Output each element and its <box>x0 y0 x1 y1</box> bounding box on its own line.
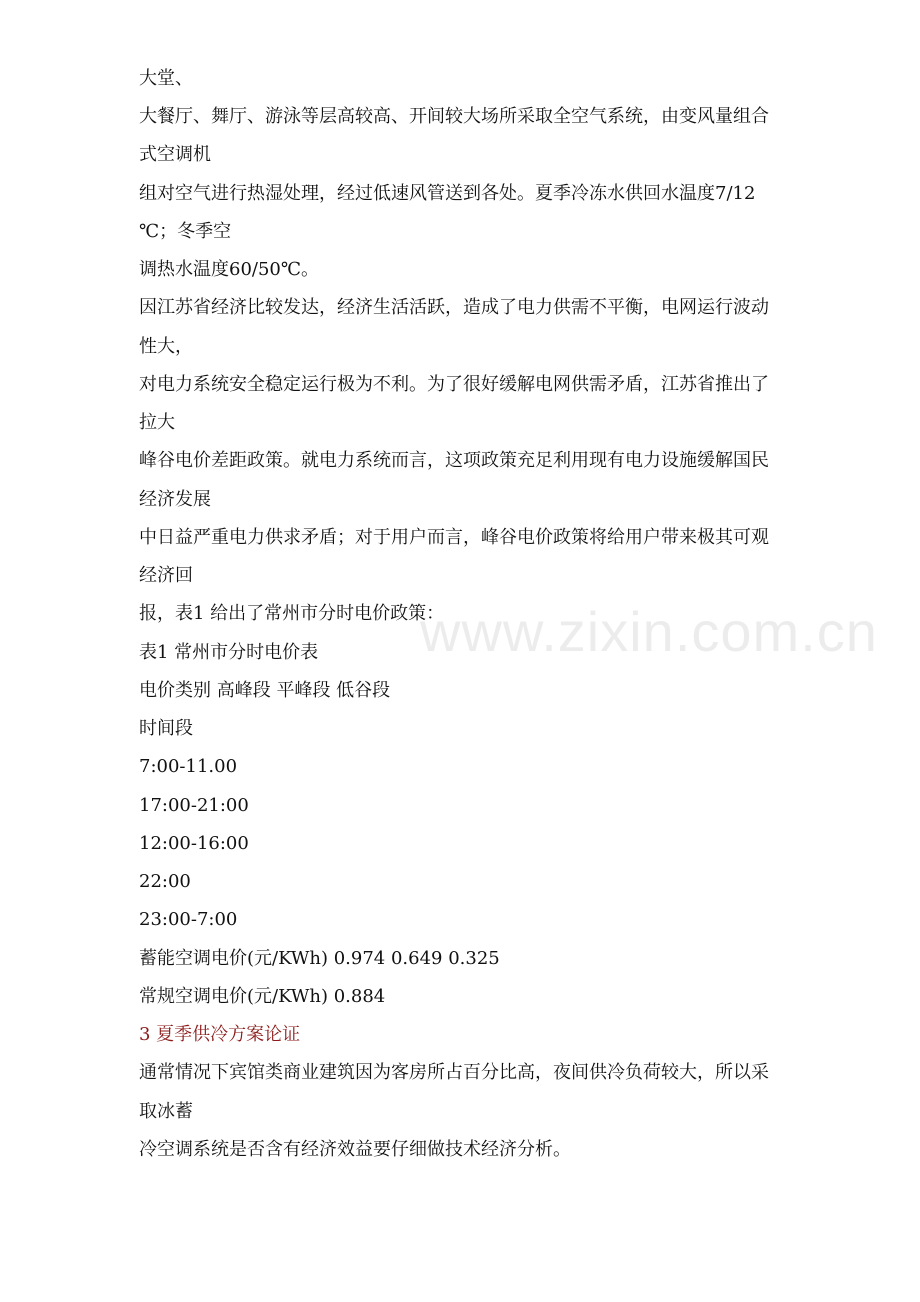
text-line: 调热水温度60/50℃。 <box>139 259 320 280</box>
text-line: 通常情况下宾馆类商业建筑因为客房所占百分比高，夜间供冷负荷较大，所以采 <box>139 1062 769 1083</box>
watermark: www.zixin.com.cn <box>420 600 878 663</box>
text-line: 时间段 <box>139 718 193 739</box>
text-line: 取冰蓄 <box>139 1101 193 1122</box>
time-range: 17:00-21:00 <box>139 795 249 816</box>
table-caption: 表1 常州市分时电价表 <box>139 642 319 663</box>
time-range: 23:00-7:00 <box>139 909 238 930</box>
time-range: 22:00 <box>139 871 191 892</box>
text-line: 性大， <box>139 336 193 357</box>
text-line: 中日益严重电力供求矛盾；对于用户而言，峰谷电价政策将给用户带来极其可观 <box>139 527 769 548</box>
text-line: 经济发展 <box>139 489 211 510</box>
text-line: 对电力系统安全稳定运行极为不利。为了很好缓解电网供需矛盾，江苏省推出了 <box>139 374 769 395</box>
text-line: 经济回 <box>139 565 193 586</box>
text-line: 拉大 <box>139 412 175 433</box>
time-range: 12:00-16:00 <box>139 833 249 854</box>
text-line: 因江苏省经济比较发达，经济生活活跃，造成了电力供需不平衡，电网运行波动 <box>139 297 769 318</box>
text-line: 报，表1 给出了常州市分时电价政策： <box>139 603 445 624</box>
time-range: 7:00-11.00 <box>139 756 238 777</box>
text-line: 大堂、 <box>139 68 193 89</box>
text-line: 式空调机 <box>139 144 211 165</box>
text-line: 大餐厅、舞厅、游泳等层高较高、开间较大场所采取全空气系统，由变风量组合 <box>139 106 769 127</box>
text-line: 冷空调系统是否含有经济效益要仔细做技术经济分析。 <box>139 1139 571 1160</box>
text-line: 组对空气进行热湿处理，经过低速风管送到各处。夏季冷冻水供回水温度7/12 <box>139 183 756 204</box>
price-row: 蓄能空调电价(元/KWh) 0.974 0.649 0.325 <box>139 948 500 969</box>
text-line: 峰谷电价差距政策。就电力系统而言，这项政策充足利用现有电力设施缓解国民 <box>139 450 769 471</box>
section-heading: 3 夏季供冷方案论证 <box>139 1024 301 1045</box>
text-line: ℃；冬季空 <box>139 221 232 242</box>
table-header-row: 电价类别 高峰段 平峰段 低谷段 <box>139 680 391 701</box>
price-row: 常规空调电价(元/KWh) 0.884 <box>139 986 386 1007</box>
